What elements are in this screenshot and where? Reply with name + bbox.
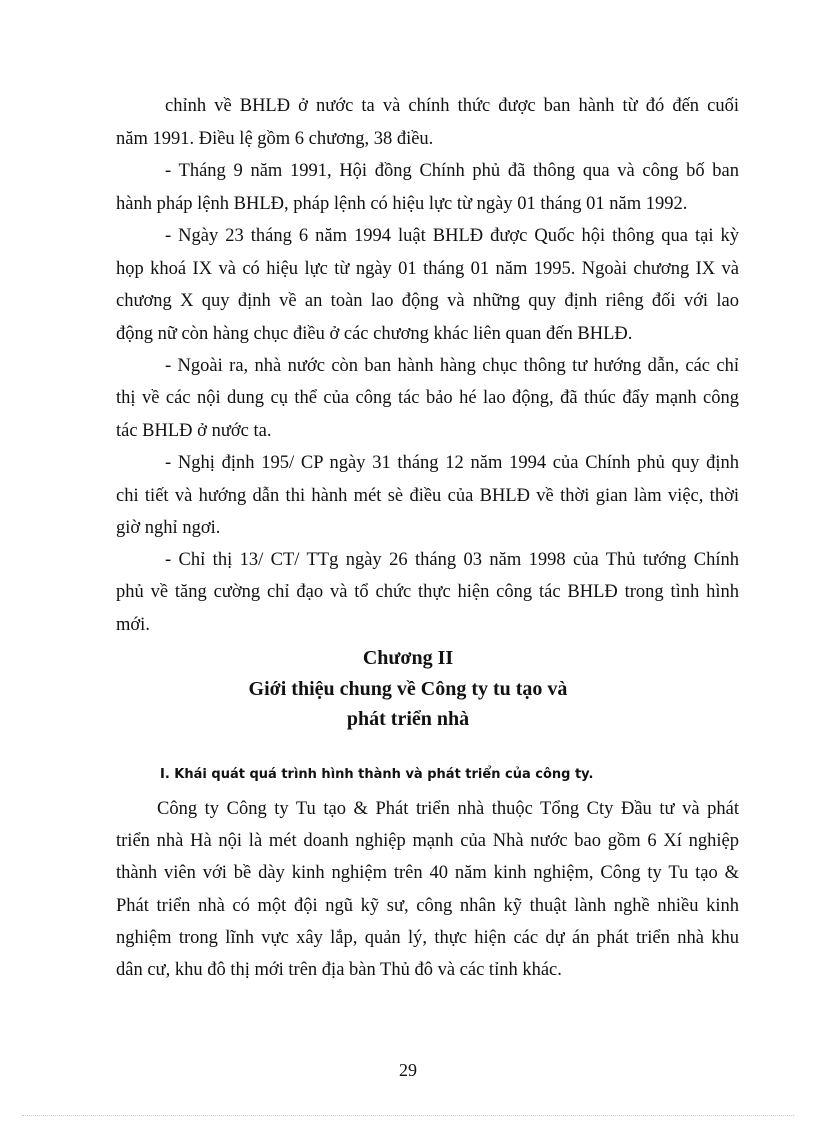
text-line: năm 1991. Điều lệ gồm 6 chương, 38 điều. xyxy=(116,129,434,149)
text-line: thành viên với bề dày kinh nghiệm trên 40 năm kinh nghiệm, Công ty Tu tạo & xyxy=(116,863,739,883)
text-line: mới. xyxy=(116,615,150,635)
text-line: Công ty Công ty Tu tạo & Phát triển nhà thuộc Tổng Cty Đầu tư và phát xyxy=(157,799,739,819)
text-line: - Ngày 23 tháng 6 năm 1994 luật BHLĐ được Quốc hội thông qua tại kỳ xyxy=(165,226,739,246)
text-line: dân cư, khu đô thị mới trên địa bàn Thủ đô và các tỉnh khác. xyxy=(116,960,562,980)
text-line: Phát triển nhà có một đội ngũ kỹ sư, công nhân kỹ thuật lành nghề nhiều kinh xyxy=(116,896,739,916)
chapter-title: Chương II xyxy=(362,647,454,669)
text-line: hành pháp lệnh BHLĐ, pháp lệnh có hiệu lực từ ngày 01 tháng 01 năm 1992. xyxy=(116,194,688,214)
text-line: chương X quy định về an toàn lao động và những quy định riêng đối với lao xyxy=(116,291,739,311)
footer-divider xyxy=(22,1115,794,1116)
section-heading: I. Khái quát quá trình hình thành và phát triển của công ty. xyxy=(160,767,594,782)
text-line: thị về các nội dung cụ thể của công tác bảo hé lao động, đã thúc đẩy mạnh công xyxy=(116,388,739,408)
page-number: 29 xyxy=(399,1060,417,1080)
text-line: - Nghị định 195/ CP ngày 31 tháng 12 năm 1994 của Chính phủ quy định xyxy=(165,453,739,473)
chapter-subtitle: phát triển nhà xyxy=(346,708,470,730)
text-line: - Ngoài ra, nhà nước còn ban hành hàng chục thông tư hướng dẫn, các chỉ xyxy=(165,356,739,376)
chapter-subtitle: Giới thiệu chung về Công ty tu tạo và xyxy=(248,678,568,700)
text-line: chi tiết và hướng dẫn thi hành mét sè điều của BHLĐ về thời gian làm việc, thời xyxy=(116,486,739,506)
text-line: giờ nghỉ ngơi. xyxy=(116,518,221,538)
text-line: tác BHLĐ ở nước ta. xyxy=(116,421,272,441)
text-line: triển nhà Hà nội là mét doanh nghiệp mạnh của Nhà nước bao gồm 6 Xí nghiệp xyxy=(116,831,739,851)
text-line: phủ về tăng cường chỉ đạo và tổ chức thực hiện công tác BHLĐ trong tình hình xyxy=(116,582,739,602)
text-line: động nữ còn hàng chục điều ở các chương khác liên quan đến BHLĐ. xyxy=(116,324,633,344)
text-line: chỉnh về BHLĐ ở nước ta và chính thức được ban hành từ đó đến cuối xyxy=(165,96,739,116)
text-line: - Tháng 9 năm 1991, Hội đồng Chính phủ đã thông qua và công bố ban xyxy=(165,161,739,181)
text-line: nghiệm trong lĩnh vực xây lắp, quản lý, thực hiện các dự án phát triển nhà khu xyxy=(116,928,739,948)
text-line: - Chỉ thị 13/ CT/ TTg ngày 26 tháng 03 năm 1998 của Thủ tướng Chính xyxy=(165,550,739,570)
text-line: họp khoá IX và có hiệu lực từ ngày 01 tháng 01 năm 1995. Ngoài chương IX và xyxy=(116,259,739,279)
